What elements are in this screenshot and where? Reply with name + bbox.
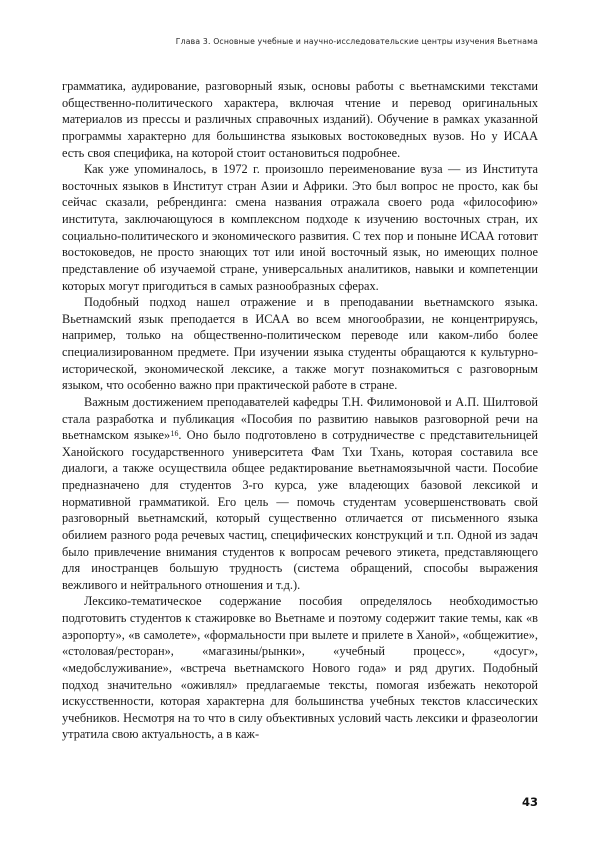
paragraph-2: Как уже упоминалось, в 1972 г. произошло переименование вуза — из Института восточных языков в Институт стран Азии и Африки. Это был вопрос не просто, как бы сейчас сказали, ребрендинга: смена названия отражала своего рода «философию» института, заключающуюся в комплексном подходе к изучению восточных стран, их социально-политического и экономического развития. С тех пор и поныне ИСАА готовит востоковедов, не просто знающих тот или иной восточный язык, но имеющих полное представление об изучаемой стране, универсальных аналитиков, навыки и компетенции которых могут пригодиться в самых разнообразных сферах. — [62, 162, 538, 293]
running-header: Глава 3. Основные учебные и научно-исследовательские центры изучения Вьетнама — [175, 37, 538, 46]
paragraph-3: Подобный подход нашел отражение и в преподавании вьетнамского языка. Вьетнамский язык преподается в ИСАА во всем многообразии, не концентрируясь, например, только на общественно-политическом переводе или каком-либо более специализированном предмете. При изучении языка студенты обращаются к культурно-исторической, экономической лексике, а также могут познакомиться с разговорным языком, что особенно важно при практической работе в стране. — [62, 295, 538, 393]
body-text-block — [62, 78, 538, 743]
paragraph-4-text-after-footnote: . Оно было подготовлено в сотрудничестве с представительницей Ханойского государственного университета Фам Тхи Тхань, которая составила все диалоги, а также осуществила общее редактирование вьетнамоязычной части. Пособие предназначено для студентов 3-го курса, уже владеющих базовой лексикой и нормативной грамматикой. Его цель — помочь студентам усовершенствовать свой разговорный вьетнамский, который существенно отличается от письменного языка обилием разного рода речевых частиц, специфических конструкций и т.п. Одной из задач было привлечение внимания студентов к вопросам речевого этикета, представляющего для иностранцев большую трудность (система обращений, способы выражения вежливого и нейтрального отношения и т.д.). — [62, 428, 538, 592]
paragraph-4-text-before-footnote: Важным достижением преподавателей кафедры Т.Н. Филимоновой и А.П. Шилтовой стала разработка и публикация «Пособия по развитию навыков разговорной речи на вьетнамском языке» — [62, 394, 538, 443]
paragraph-4 — [62, 394, 538, 594]
footnote-reference-16[interactable]: 16 — [170, 428, 179, 438]
paragraph-5: Лексико-тематическое содержание пособия определялось необходимостью подготовить студентов к стажировке во Вьетнаме и поэтому содержит такие темы, как «в аэропорту», «в самолете», «формальности при вылете и прилете в Ханой», «общежитие», «столовая/ресторан», «магазины/рынки», «учебный процесс», «досуг», «медобслуживание», «встреча вьетнамского Нового года» и ряд других. Подобный подход значительно «оживлял» предлагаемые тексты, помогая избежать некоторой искусственности, которая характерна для большинства учебных текстов классических учебников. Несмотря на то что в силу объективных условий часть лексики и фразеологии утратила свою актуальность, а в каж- — [62, 594, 538, 742]
paragraph-1: грамматика, аудирование, разговорный язык, основы работы с вьетнамскими текстами общественно-политического характера, включая чтение и перевод оригинальных материалов из прессы и различных справочных изданий). Обучение в рамках указанной программы характерно для большинства языковых востоковедных вузов. Но у ИСАА есть своя специфика, на которой стоит остановиться подробнее. — [62, 79, 538, 160]
page-number: 43 — [521, 795, 538, 809]
